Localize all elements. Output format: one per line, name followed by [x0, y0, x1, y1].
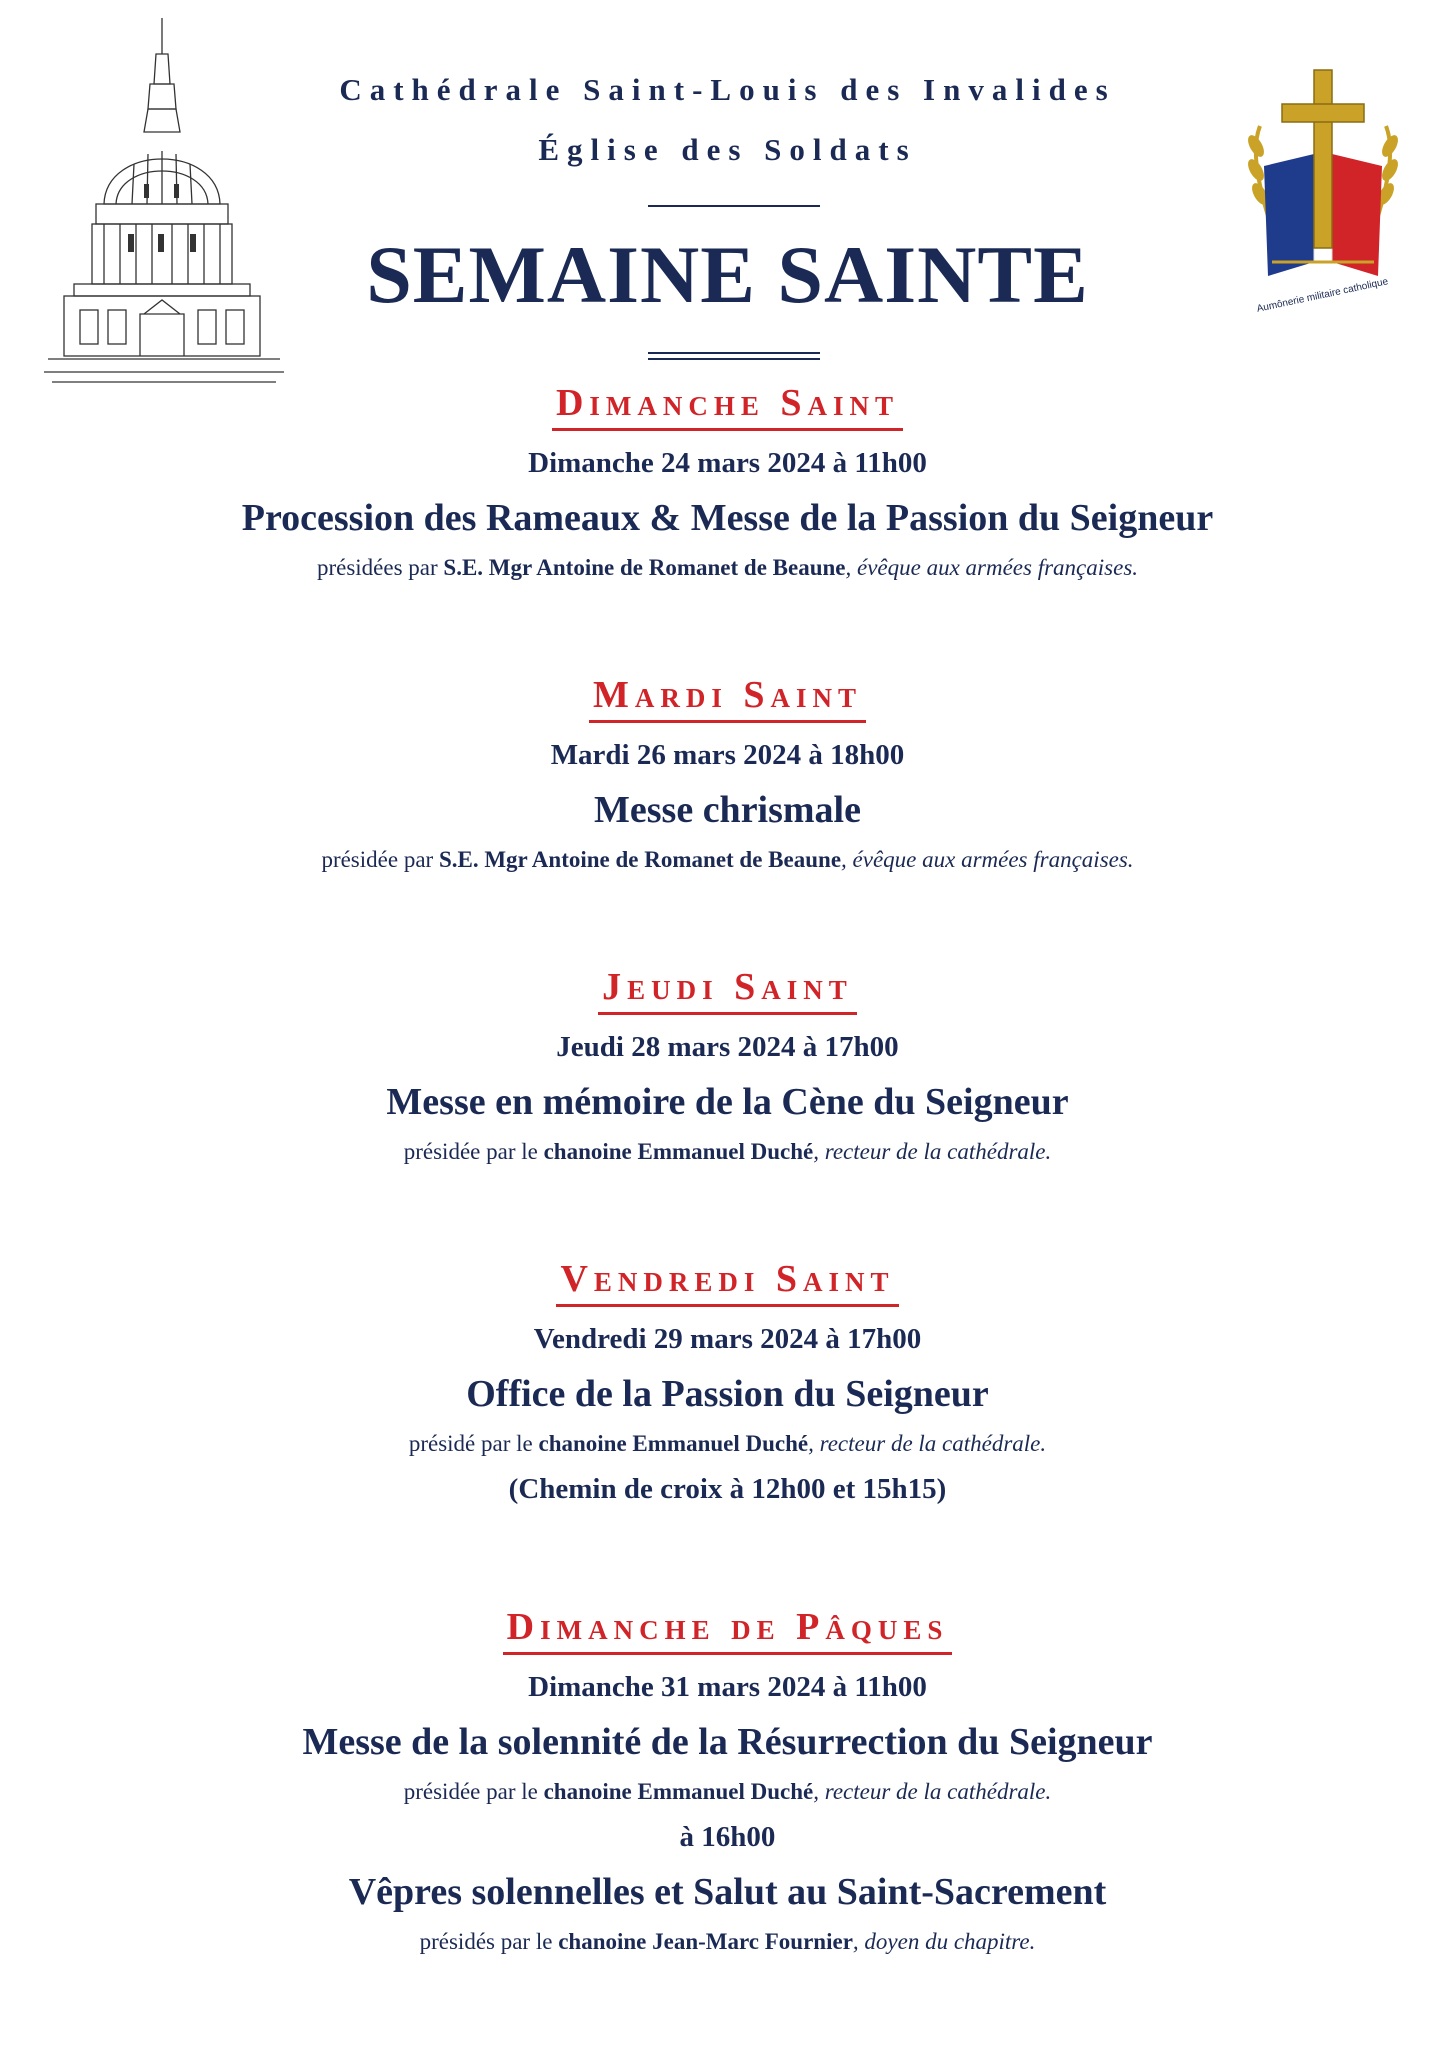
cathedral-name: Cathédrale Saint-Louis des Invalides — [339, 72, 1116, 107]
presider-name: chanoine Jean-Marc Fournier — [558, 1929, 853, 1954]
section-title: Mardi Saint — [589, 672, 866, 723]
presider-name: S.E. Mgr Antoine de Romanet de Beaune — [443, 555, 846, 580]
second-event: Vêpres solennelles et Salut au Saint-Sacrement — [348, 1871, 1107, 1913]
section-title: Dimanche de Pâques — [503, 1604, 953, 1655]
section-title: Jeudi Saint — [598, 964, 857, 1015]
presider-prefix: présidée par le — [403, 1139, 544, 1164]
section-presider — [0, 553, 1455, 583]
logo-caption: Aumônerie militaire catholique — [1255, 276, 1390, 315]
presider-name: chanoine Emmanuel Duché — [538, 1431, 809, 1456]
second-event-time: à 16h00 — [679, 1821, 776, 1853]
section-date: Mardi 26 mars 2024 à 18h00 — [550, 739, 905, 771]
presider-role: , évêque aux armées françaises. — [841, 847, 1134, 872]
presider-prefix: présidés par le — [419, 1929, 559, 1954]
presider-role: , recteur de la cathédrale. — [813, 1779, 1052, 1804]
section-mardi-saint — [0, 672, 1455, 875]
section-event: Procession des Rameaux & Messe de la Passion du Seigneur — [241, 497, 1214, 539]
section-date: Vendredi 29 mars 2024 à 17h00 — [533, 1323, 922, 1355]
section-date: Jeudi 28 mars 2024 à 17h00 — [556, 1031, 899, 1063]
section-event: Messe en mémoire de la Cène du Seigneur — [386, 1081, 1069, 1123]
section-title: Dimanche Saint — [552, 380, 903, 431]
section-presider — [0, 1137, 1455, 1167]
presider-name: chanoine Emmanuel Duché — [543, 1779, 814, 1804]
section-event: Messe de la solennité de la Résurrection du Seigneur — [302, 1721, 1153, 1763]
presider-role: , doyen du chapitre. — [852, 1929, 1036, 1954]
presider-role: , recteur de la cathédrale. — [813, 1139, 1052, 1164]
section-presider — [0, 845, 1455, 875]
section-date: Dimanche 24 mars 2024 à 11h00 — [528, 447, 927, 479]
presider-prefix: présidée par — [321, 847, 439, 872]
section-dimanche-saint — [0, 380, 1455, 583]
divider — [648, 205, 820, 207]
presider-role: , recteur de la cathédrale. — [808, 1431, 1047, 1456]
double-divider — [648, 352, 820, 360]
chemin-de-croix-note: (Chemin de croix à 12h00 et 15h15) — [508, 1473, 947, 1505]
section-jeudi-saint — [0, 964, 1455, 1167]
section-vendredi-saint — [0, 1256, 1455, 1507]
presider-prefix: présidé par le — [408, 1431, 539, 1456]
section-dimanche-de-paques — [0, 1604, 1455, 1957]
church-subtitle: Église des Soldats — [538, 132, 917, 167]
presider-name: chanoine Emmanuel Duché — [543, 1139, 814, 1164]
presider-role: , évêque aux armées françaises. — [845, 555, 1139, 580]
presider-prefix: présidée par le — [403, 1779, 544, 1804]
presider-name: S.E. Mgr Antoine de Romanet de Beaune — [438, 847, 842, 872]
presider-prefix: présidées par — [316, 555, 444, 580]
section-date: Dimanche 31 mars 2024 à 11h00 — [528, 1671, 927, 1703]
section-event: Messe chrismale — [594, 789, 861, 831]
section-presider — [0, 1777, 1455, 1807]
section-presider — [0, 1429, 1455, 1459]
dome-invalides-illustration — [44, 14, 284, 384]
section-title: Vendredi Saint — [556, 1256, 898, 1307]
page-title: SEMAINE SAINTE — [366, 229, 1089, 320]
second-presider — [0, 1927, 1455, 1957]
section-event: Office de la Passion du Seigneur — [466, 1373, 989, 1415]
